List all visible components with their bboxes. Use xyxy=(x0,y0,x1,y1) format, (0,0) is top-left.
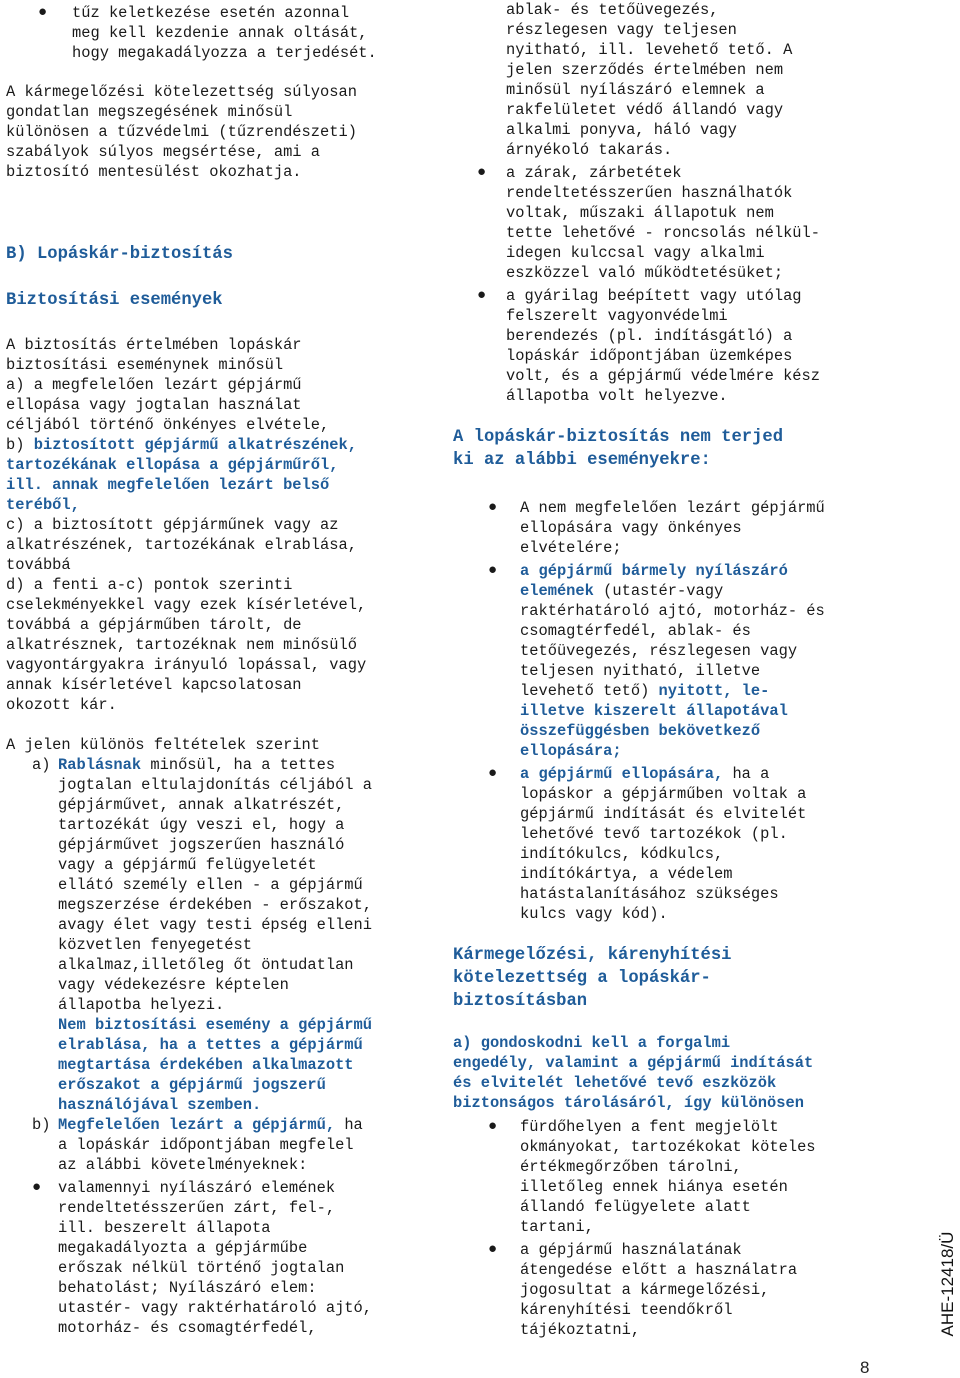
text-line: fürdőhelyen a fent megjelölt xyxy=(520,1118,779,1136)
text-line: állapotba helyezi. xyxy=(58,996,225,1014)
text-line: ellopására vagy önkényes xyxy=(520,519,742,537)
text-line: vagyontárgyakra irányuló lopással, vagy xyxy=(6,656,367,674)
text-line: alkalmi ponyva, háló vagy xyxy=(506,121,737,139)
continued-text xyxy=(506,0,792,160)
heading-line: kötelezettség a lopáskár- xyxy=(453,969,711,988)
emphasis-text: tartozékának ellopása a gépjárműről, xyxy=(6,456,339,474)
text-line: gépjárművet jogszerűen használó xyxy=(58,836,345,854)
text-line: lehetővé tevő tartozékok (pl. xyxy=(520,825,788,843)
subsection-title: Biztosítási események xyxy=(6,291,223,310)
conditions-intro: A jelen különös feltételek szerint xyxy=(6,736,321,754)
text-line: tűz keletkezése esetén azonnal xyxy=(72,4,350,22)
text-line: állapotba volt helyezve. xyxy=(506,387,728,405)
text-line xyxy=(520,581,825,601)
text-line: voltak, műszaki állapotuk nem xyxy=(506,204,774,222)
text-span: ha xyxy=(335,1116,363,1134)
section-title: B) Lopáskár-biztosítás xyxy=(6,245,233,264)
bullet-dot: ● xyxy=(32,1179,42,1196)
prevention-title xyxy=(453,944,731,1013)
emphasis-text: illetve kiszerelt állapotával xyxy=(520,702,788,720)
text-line: okozott kár. xyxy=(6,696,117,714)
text-line xyxy=(58,755,372,775)
text-line: c) a biztosított gépjárműnek vagy az xyxy=(6,516,339,534)
text-line: tetőüvegezés, részlegesen vagy xyxy=(520,642,798,660)
text-line: lopáskor a gépjárműben voltak a xyxy=(520,785,807,803)
text-line: jelen szerződés értelmében nem xyxy=(506,61,784,79)
text-line xyxy=(520,764,806,784)
text-span: (utastér-vagy xyxy=(593,582,724,600)
bullet-dot: ● xyxy=(477,287,487,304)
emphasis-text: a) gondoskodni kell a forgalmi xyxy=(453,1034,731,1052)
text-span: ha a xyxy=(723,765,770,783)
item-label: a) xyxy=(32,756,51,774)
bullet-dot: ● xyxy=(488,1241,498,1258)
prevention-subtitle xyxy=(453,1033,813,1113)
text-line xyxy=(6,435,366,455)
bullet-dot: ● xyxy=(488,562,498,579)
text-line: kárenyhítési teendőkről xyxy=(520,1301,733,1319)
text-line: behatolást; Nyílászáró elem: xyxy=(58,1279,317,1297)
text-line: nyitható, ill. levehető tető. A xyxy=(506,41,793,59)
bullet-dot: ● xyxy=(488,765,498,782)
text-line: gépjármű indítását és elvitelét xyxy=(520,805,807,823)
text-line: különösen a tűzvédelmi (tűzrendészeti) xyxy=(6,123,357,141)
text-line: elvételére; xyxy=(520,539,622,557)
text-line: valamennyi nyílászáró elemének xyxy=(58,1179,336,1197)
text-line: a gépjármű használatának xyxy=(520,1241,742,1259)
page-number: 8 xyxy=(860,1358,870,1377)
text-line: alkatrészének, tartozékának elrablása, xyxy=(6,536,357,554)
text-line: céljából történő önkényes elvétele, xyxy=(6,416,330,434)
emphasis-text: teréből, xyxy=(6,496,80,514)
heading-line: Kármegelőzési, kárenyhítési xyxy=(453,946,732,965)
text-line: biztosító mentesülést okozhatja. xyxy=(6,163,302,181)
text-line: lopáskár időpontjában üzemképes xyxy=(506,347,793,365)
emphasis-text: a gépjármű bármely nyílászáró xyxy=(520,562,788,580)
emphasis-text: összefüggésben bekövetkező xyxy=(520,722,761,740)
text-line: értékmegőrzőben tárolni, xyxy=(520,1158,742,1176)
emphasis-text: ill. annak megfelelően lezárt belső xyxy=(6,476,330,494)
text-line: árnyékoló takarás. xyxy=(506,141,673,159)
text-line: utastér- vagy raktérhatároló ajtó, xyxy=(58,1299,373,1317)
text-line: megszerzése érdekében - erőszakot, xyxy=(58,896,373,914)
text-line: kulcs vagy kód). xyxy=(520,905,668,923)
text-line: a lopáskár időpontjában megfelel xyxy=(58,1136,354,1154)
text-line: meg kell kezdenie annak oltását, xyxy=(72,24,368,42)
heading-line: biztosításban xyxy=(453,992,588,1011)
bullet-dot: ● xyxy=(477,164,487,181)
text-line: alkalmaz,illetőleg őt öntudatlan xyxy=(58,956,354,974)
side-code-container xyxy=(928,1232,960,1342)
text-line: tartozékát úgy veszi el, hogy a xyxy=(58,816,345,834)
text-line: közvetlen fenyegetést xyxy=(58,936,252,954)
text-line: okmányokat, tartozékokat köteles xyxy=(520,1138,816,1156)
text-line: átengedése előtt a használatra xyxy=(520,1261,798,1279)
fire-paragraph xyxy=(6,82,357,182)
emphasis-text: ellopására; xyxy=(520,742,622,760)
text-line: A kármegelőzési kötelezettség súlyosan xyxy=(6,83,357,101)
text-line: alkatrésznek, tartozéknak nem minősülő xyxy=(6,636,357,654)
emphasis-text: biztonságos tárolásáról, így különösen xyxy=(453,1094,804,1112)
text-line: erőszak nélkül történő jogtalan xyxy=(58,1259,345,1277)
events-paragraph xyxy=(6,335,366,715)
text-line: A nem megfelelően lezárt gépjármű xyxy=(520,499,825,517)
text-line: d) a fenti a-c) pontok szerinti xyxy=(6,576,293,594)
text-line: tette lehetővé - roncsolás nélkül- xyxy=(506,224,821,242)
text-line: szabályok súlyos megsértése, ami a xyxy=(6,143,321,161)
text-line: biztosítási eseménynek minősül xyxy=(6,356,284,374)
text-line: megakadályozta a gépjárműbe xyxy=(58,1239,308,1257)
text-line: rendeltetésszerűen használhatók xyxy=(506,184,793,202)
bullet-dot: ● xyxy=(38,4,48,21)
bullet-dot: ● xyxy=(488,1118,498,1135)
text-line xyxy=(520,681,825,701)
text-line: rakfelületet védő állandó vagy xyxy=(506,101,784,119)
text-line: illetőleg ennek hiánya esetén xyxy=(520,1178,788,1196)
text-line: A biztosítás értelmében lopáskár xyxy=(6,336,302,354)
emphasis-text: használójával szemben. xyxy=(58,1096,262,1114)
emphasis-text: Rablásnak xyxy=(58,756,142,774)
text-line: ablak- és tetőüvegezés, xyxy=(506,1,719,19)
text-line: csomagtérfedél, ablak- és xyxy=(520,622,751,640)
text-line: az alábbi követelményeknek: xyxy=(58,1156,308,1174)
text-line: annak kísérletével kapcsolatosan xyxy=(6,676,302,694)
text-line: raktérhatároló ajtó, motorház- és xyxy=(520,602,825,620)
text-line: továbbá a gépjárműben tárolt, de xyxy=(6,616,302,634)
emphasis-text: elrablása, ha a tettes a gépjármű xyxy=(58,1036,363,1054)
text-line: tájékoztatni, xyxy=(520,1321,641,1339)
text-line: gondatlan megszegésének minősül xyxy=(6,103,293,121)
heading-line: ki az alábbi eseményekre: xyxy=(453,451,711,470)
text-line: állandó felügyelete alatt xyxy=(520,1198,751,1216)
text-line: hatástalanításához szükséges xyxy=(520,885,779,903)
text-line xyxy=(58,1115,363,1135)
exclusions-title xyxy=(453,426,783,472)
text-span: minősül, ha a tettes xyxy=(141,756,336,774)
emphasis-text: biztosított gépjármű alkatrészének, xyxy=(33,436,357,454)
item-label: b) xyxy=(32,1116,51,1134)
emphasis-text: Megfelelően lezárt a gépjármű, xyxy=(58,1116,336,1134)
text-line: avagy élet vagy testi épség elleni xyxy=(58,916,373,934)
emphasis-text: elemének xyxy=(520,582,594,600)
text-line: indítókártya, a védelem xyxy=(520,865,733,883)
text-line: eszközzel való működtetésüket; xyxy=(506,264,784,282)
text-line: cselekményekkel vagy ezek kísérletével, xyxy=(6,596,367,614)
text-line: hogy megakadályozza a terjedését. xyxy=(72,44,377,62)
text-line: rendeltetésszerűen zárt, fel-, xyxy=(58,1199,336,1217)
text-line: a gyárilag beépített vagy utólag xyxy=(506,287,802,305)
item-label: b) xyxy=(6,436,34,454)
emphasis-text: a gépjármű ellopására, xyxy=(520,765,724,783)
text-line: felszerelt vagyonvédelmi xyxy=(506,307,728,325)
text-line: a zárak, zárbetétek xyxy=(506,164,682,182)
text-line: volt, és a gépjármű védelmére kész xyxy=(506,367,821,385)
text-line: vagy védekezésre képtelen xyxy=(58,976,289,994)
heading-line: A lopáskár-biztosítás nem terjed xyxy=(453,428,784,447)
text-line: gépjárművet, annak alkatrészét, xyxy=(58,796,345,814)
emphasis-text: és elvitelét lehetővé tevő eszközök xyxy=(453,1074,777,1092)
text-line: ellátó személy ellen - a gépjármű xyxy=(58,876,363,894)
emphasis-text: Nem biztosítási esemény a gépjármű xyxy=(58,1016,373,1034)
text-line: továbbá xyxy=(6,556,71,574)
side-document-code: AHE-12418/Ü xyxy=(938,1231,957,1337)
emphasis-text: megtartása érdekében alkalmazott xyxy=(58,1056,354,1074)
text-line: jogtalan eltulajdonítás céljából a xyxy=(58,776,373,794)
text-line: a) a megfelelően lezárt gépjármű xyxy=(6,376,302,394)
text-line: indítókulcs, kódkulcs, xyxy=(520,845,724,863)
text-line: ellopása vagy jogtalan használat xyxy=(6,396,302,414)
text-line: ill. beszerelt állapota xyxy=(58,1219,271,1237)
text-span: levehető tető) xyxy=(520,682,659,700)
text-line: motorház- és csomagtérfedél, xyxy=(58,1319,317,1337)
emphasis-text: erőszakot a gépjármű jogszerű xyxy=(58,1076,326,1094)
text-line: vagy a gépjármű felügyeletét xyxy=(58,856,317,874)
text-line: tartani, xyxy=(520,1218,594,1236)
emphasis-text: nyitott, le- xyxy=(658,682,770,700)
emphasis-text: engedély, valamint a gépjármű indítását xyxy=(453,1054,814,1072)
text-line: berendezés (pl. indításgátló) a xyxy=(506,327,793,345)
text-line: részlegesen vagy teljesen xyxy=(506,21,737,39)
text-line: idegen kulccsal vagy alkalmi xyxy=(506,244,765,262)
text-line: teljesen nyitható, illetve xyxy=(520,662,761,680)
text-line: minősül nyílászáró elemnek a xyxy=(506,81,765,99)
bullet-dot: ● xyxy=(488,499,498,516)
text-line: jogosultat a kármegelőzési, xyxy=(520,1281,770,1299)
